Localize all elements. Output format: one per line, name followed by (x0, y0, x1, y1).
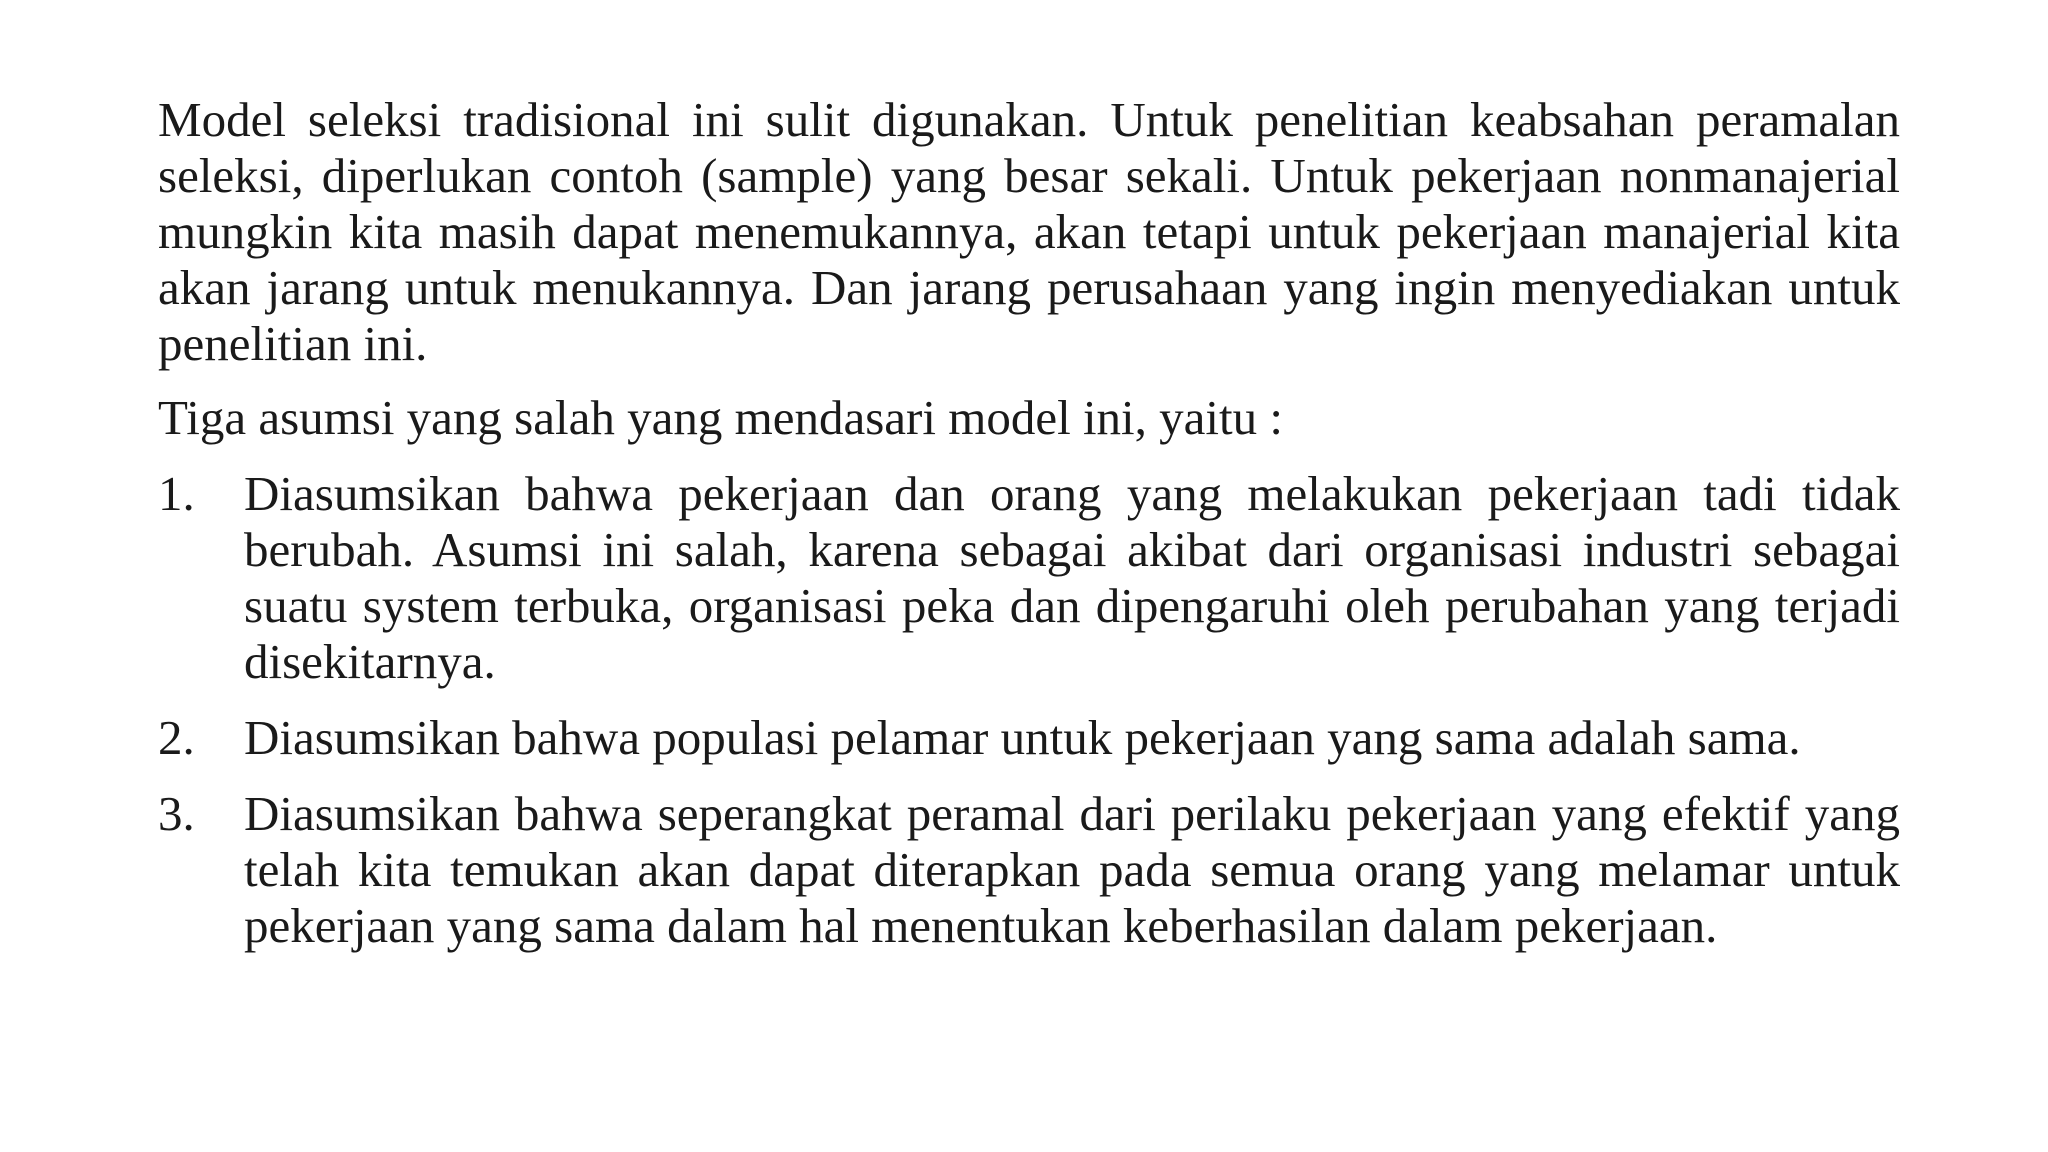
list-item (158, 786, 1900, 954)
list-item (158, 710, 1900, 766)
intro-paragraph: Model seleksi tradisional ini sulit digunakan. Untuk penelitian keabsahan peramalan seleksi, diperlukan contoh (sample) yang besar sekali. Untuk pekerjaan nonmanajerial mungkin kita masih dapat menemukannya, akan tetapi untuk pekerjaan manajerial kita akan jarang untuk menukannya. Dan jarang perusahaan yang ingin menyediakan untuk penelitian ini. (158, 92, 1900, 371)
list-item-text: Diasumsikan bahwa populasi pelamar untuk pekerjaan yang sama adalah sama. (244, 710, 1801, 765)
document-page (158, 92, 1900, 954)
list-item-number: 2. (158, 710, 195, 765)
list-item-number: 3. (158, 786, 195, 841)
list-item-text: Diasumsikan bahwa seperangkat peramal dari perilaku pekerjaan yang efektif yang telah kita temukan akan dapat diterapkan pada semua orang yang melamar untuk pekerjaan yang sama dalam hal menentukan keberhasilan dalam pekerjaan. (244, 786, 1900, 953)
assumptions-lead-paragraph: Tiga asumsi yang salah yang mendasari model ini, yaitu : (158, 390, 1284, 445)
list-item-text: Diasumsikan bahwa pekerjaan dan orang yang melakukan pekerjaan tadi tidak berubah. Asumsi ini salah, karena sebagai akibat dari organisasi industri sebagai suatu system terbuka, organisasi peka dan dipengaruhi oleh perubahan yang terjadi disekitarnya. (244, 466, 1900, 689)
list-item (158, 466, 1900, 690)
assumptions-list (158, 466, 1900, 954)
list-item-number: 1. (158, 466, 195, 521)
